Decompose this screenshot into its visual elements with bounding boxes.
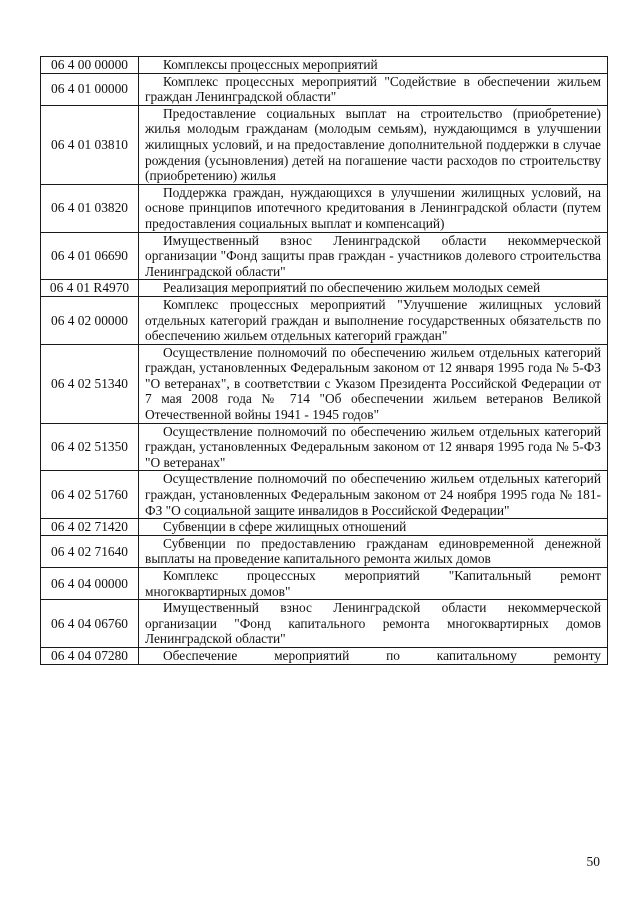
classification-table	[40, 56, 608, 665]
table-body	[41, 57, 608, 665]
table-row	[41, 57, 608, 74]
table-row	[41, 471, 608, 519]
classification-code: 06 4 01 03820	[41, 184, 139, 232]
classification-code: 06 4 04 00000	[41, 568, 139, 600]
table-row	[41, 73, 608, 105]
table-row	[41, 105, 608, 184]
classification-description: Поддержка граждан, нуждающихся в улучшении жилищных условий, на основе принципов ипотечного кредитования в Ленинградской области (путем предоставления социальных выплат и компенсаций)	[139, 184, 608, 232]
classification-code: 06 4 01 R4970	[41, 280, 139, 297]
classification-code: 06 4 04 07280	[41, 647, 139, 664]
classification-description: Предоставление социальных выплат на строительство (приобретение) жилья молодым гражданам (молодым семьям), нуждающимся в улучшении жилищных условий, и на предоставление дополнительной поддержки в случае рождения (усыновления) детей на погашение части расходов по строительству (приобретению) жилья	[139, 105, 608, 184]
page-number: 50	[586, 854, 600, 869]
classification-description: Осуществление полномочий по обеспечению жильем отдельных категорий граждан, установленных Федеральным законом от 24 ноября 1995 года № 181-ФЗ "О социальной защите инвалидов в Российской Федерации"	[139, 471, 608, 519]
table-row	[41, 647, 608, 664]
table-row	[41, 296, 608, 344]
classification-description: Обеспечение мероприятий по капитальному ремонту	[139, 647, 608, 664]
table-row	[41, 535, 608, 567]
classification-description: Осуществление полномочий по обеспечению жильем отдельных категорий граждан, установленных Федеральным законом от 12 января 1995 года № 5-ФЗ "О ветеранах", в соответствии с Указом Президента Российской Федерации от 7 мая 2008 года № 714 "Об обеспечении жильем ветеранов Великой Отечественной войны 1941 - 1945 годов"	[139, 344, 608, 423]
classification-code: 06 4 04 06760	[41, 600, 139, 648]
classification-description: Комплекс процессных мероприятий "Капитальный ремонт многоквартирных домов"	[139, 568, 608, 600]
table-row	[41, 423, 608, 471]
classification-code: 06 4 02 71640	[41, 535, 139, 567]
classification-code: 06 4 01 06690	[41, 232, 139, 280]
table-row	[41, 232, 608, 280]
classification-description: Реализация мероприятий по обеспечению жильем молодых семей	[139, 280, 608, 297]
classification-description: Комплекс процессных мероприятий "Улучшение жилищных условий отдельных категорий граждан и выполнение государственных обязательств по обеспечению жильем отдельных категорий граждан"	[139, 296, 608, 344]
classification-code: 06 4 01 03810	[41, 105, 139, 184]
classification-code: 06 4 02 51350	[41, 423, 139, 471]
classification-description: Комплексы процессных мероприятий	[139, 57, 608, 74]
classification-code: 06 4 02 51760	[41, 471, 139, 519]
classification-description: Субвенции по предоставлению гражданам единовременной денежной выплаты на проведение капитального ремонта жилых домов	[139, 535, 608, 567]
classification-description: Имущественный взнос Ленинградской области некоммерческой организации "Фонд защиты прав граждан - участников долевого строительства Ленинградской области"	[139, 232, 608, 280]
classification-code: 06 4 02 71420	[41, 519, 139, 536]
classification-code: 06 4 01 00000	[41, 73, 139, 105]
classification-description: Комплекс процессных мероприятий "Содействие в обеспечении жильем граждан Ленинградской области"	[139, 73, 608, 105]
classification-description: Осуществление полномочий по обеспечению жильем отдельных категорий граждан, установленных Федеральным законом от 12 января 1995 года № 5-ФЗ "О ветеранах"	[139, 423, 608, 471]
classification-description: Имущественный взнос Ленинградской области некоммерческой организации "Фонд капитального ремонта многоквартирных домов Ленинградской области"	[139, 600, 608, 648]
table-row	[41, 184, 608, 232]
table-row	[41, 600, 608, 648]
table-row	[41, 344, 608, 423]
table-row	[41, 519, 608, 536]
classification-code: 06 4 02 51340	[41, 344, 139, 423]
table-row	[41, 568, 608, 600]
classification-code: 06 4 02 00000	[41, 296, 139, 344]
classification-description: Субвенции в сфере жилищных отношений	[139, 519, 608, 536]
classification-code: 06 4 00 00000	[41, 57, 139, 74]
table-row	[41, 280, 608, 297]
